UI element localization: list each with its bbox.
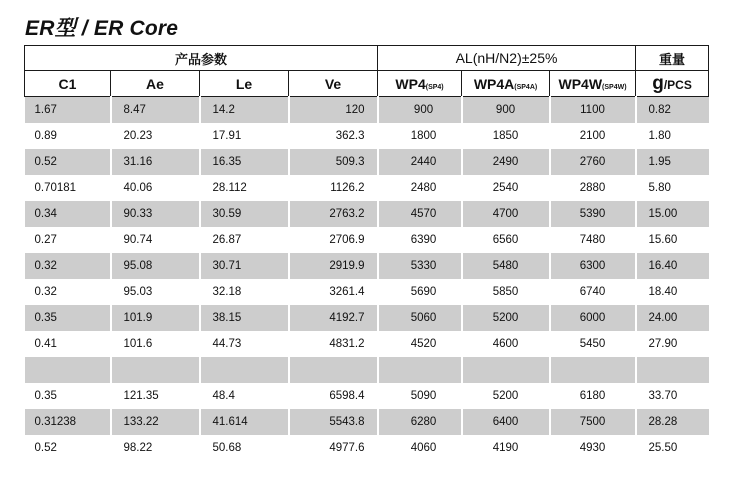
table-row bbox=[25, 123, 709, 149]
table-row bbox=[25, 409, 709, 435]
cell-wp4w: 7500 bbox=[550, 409, 636, 435]
table-row bbox=[25, 279, 709, 305]
cell-le: 44.73 bbox=[200, 331, 289, 357]
cell-weight: 33.70 bbox=[636, 383, 709, 409]
col-wp4a-sub: (SP4A) bbox=[514, 83, 538, 91]
table-row bbox=[25, 149, 709, 175]
table-row bbox=[25, 435, 709, 461]
cell-wp4a: 5480 bbox=[462, 253, 550, 279]
cell-le: 38.15 bbox=[200, 305, 289, 331]
cell-ve: 120 bbox=[289, 97, 378, 124]
cell-wp4w: 6000 bbox=[550, 305, 636, 331]
col-ae: Ae bbox=[111, 71, 200, 97]
cell-wp4: 4060 bbox=[378, 435, 462, 461]
col-weight-unit bbox=[636, 71, 709, 97]
cell-wp4w: 6180 bbox=[550, 383, 636, 409]
cell-weight: 24.00 bbox=[636, 305, 709, 331]
cell-wp4: 6390 bbox=[378, 227, 462, 253]
cell-wp4w: 1100 bbox=[550, 97, 636, 124]
cell-wp4w: 4930 bbox=[550, 435, 636, 461]
cell-wp4w: 7480 bbox=[550, 227, 636, 253]
cell-ve: 4977.6 bbox=[289, 435, 378, 461]
cell-wp4w: 2100 bbox=[550, 123, 636, 149]
cell-wp4: 2440 bbox=[378, 149, 462, 175]
cell-c1: 0.27 bbox=[25, 227, 111, 253]
cell-ve: 6598.4 bbox=[289, 383, 378, 409]
cell-ae: 31.16 bbox=[111, 149, 200, 175]
cell-le: 14.2 bbox=[200, 97, 289, 124]
cell-wp4: 4520 bbox=[378, 331, 462, 357]
cell-c1: 0.31238 bbox=[25, 409, 111, 435]
cell-ve: 2919.9 bbox=[289, 253, 378, 279]
cell-ae: 95.08 bbox=[111, 253, 200, 279]
cell-wp4a: 5850 bbox=[462, 279, 550, 305]
cell-ve: 4192.7 bbox=[289, 305, 378, 331]
table-body bbox=[25, 97, 709, 462]
cell-weight: 15.00 bbox=[636, 201, 709, 227]
col-wp4w bbox=[550, 71, 636, 97]
cell-c1: 0.35 bbox=[25, 383, 111, 409]
cell-le: 30.59 bbox=[200, 201, 289, 227]
cell-c1: 0.32 bbox=[25, 279, 111, 305]
cell-ae: 133.22 bbox=[111, 409, 200, 435]
header-weight: 重量 bbox=[636, 46, 709, 71]
cell-wp4a: 6560 bbox=[462, 227, 550, 253]
col-wp4-sub: (SP4) bbox=[425, 83, 444, 91]
col-wp4a bbox=[462, 71, 550, 97]
cell-wp4: 5690 bbox=[378, 279, 462, 305]
cell-wp4: 5330 bbox=[378, 253, 462, 279]
cell-weight: 27.90 bbox=[636, 331, 709, 357]
cell-wp4w: 5390 bbox=[550, 201, 636, 227]
col-c1: C1 bbox=[25, 71, 111, 97]
cell-weight: 25.50 bbox=[636, 435, 709, 461]
cell-wp4w: 6740 bbox=[550, 279, 636, 305]
cell-wp4a: 5200 bbox=[462, 383, 550, 409]
cell-wp4w: 2760 bbox=[550, 149, 636, 175]
table-row bbox=[25, 383, 709, 409]
header-al-group: AL(nH/N2)±25% bbox=[378, 46, 636, 71]
table-row bbox=[25, 253, 709, 279]
cell-wp4: 1800 bbox=[378, 123, 462, 149]
col-wp4 bbox=[378, 71, 462, 97]
cell-wp4: 4570 bbox=[378, 201, 462, 227]
cell-c1: 0.89 bbox=[25, 123, 111, 149]
col-weight-pcs: /PCS bbox=[663, 77, 692, 92]
cell-c1: 0.52 bbox=[25, 149, 111, 175]
cell-wp4: 5060 bbox=[378, 305, 462, 331]
cell-wp4w: 5450 bbox=[550, 331, 636, 357]
cell-wp4a: 4700 bbox=[462, 201, 550, 227]
cell-ve: 362.3 bbox=[289, 123, 378, 149]
table-row bbox=[25, 305, 709, 331]
cell-wp4a: 900 bbox=[462, 97, 550, 124]
page-title: ER型 / ER Core bbox=[25, 17, 179, 40]
header-column-row bbox=[25, 71, 709, 97]
cell-le: 16.35 bbox=[200, 149, 289, 175]
cell-le: 28.112 bbox=[200, 175, 289, 201]
cell-ae: 90.74 bbox=[111, 227, 200, 253]
cell-wp4a: 4600 bbox=[462, 331, 550, 357]
col-weight-g: g bbox=[652, 72, 664, 94]
cell-weight: 5.80 bbox=[636, 175, 709, 201]
table-row bbox=[25, 201, 709, 227]
cell-wp4a: 5200 bbox=[462, 305, 550, 331]
cell-ae: 101.6 bbox=[111, 331, 200, 357]
table-row bbox=[25, 331, 709, 357]
cell-c1: 1.67 bbox=[25, 97, 111, 124]
cell-weight bbox=[636, 357, 709, 383]
cell-wp4a: 2490 bbox=[462, 149, 550, 175]
table-row bbox=[25, 227, 709, 253]
col-wp4-label: WP4 bbox=[395, 75, 426, 92]
cell-ae: 95.03 bbox=[111, 279, 200, 305]
cell-ae bbox=[111, 357, 200, 383]
cell-ve: 3261.4 bbox=[289, 279, 378, 305]
cell-c1: 0.70181 bbox=[25, 175, 111, 201]
cell-wp4a: 2540 bbox=[462, 175, 550, 201]
cell-le bbox=[200, 357, 289, 383]
cell-ae: 90.33 bbox=[111, 201, 200, 227]
cell-wp4: 6280 bbox=[378, 409, 462, 435]
col-wp4w-sub: (SP4W) bbox=[602, 83, 627, 91]
header-product-params: 产品参数 bbox=[25, 46, 378, 71]
cell-ve: 2763.2 bbox=[289, 201, 378, 227]
cell-weight: 1.80 bbox=[636, 123, 709, 149]
cell-ve: 509.3 bbox=[289, 149, 378, 175]
cell-weight: 28.28 bbox=[636, 409, 709, 435]
col-wp4w-label: WP4W bbox=[558, 75, 603, 92]
cell-wp4a: 1850 bbox=[462, 123, 550, 149]
cell-le: 17.91 bbox=[200, 123, 289, 149]
table-row bbox=[25, 175, 709, 201]
cell-wp4a bbox=[462, 357, 550, 383]
cell-c1: 0.35 bbox=[25, 305, 111, 331]
cell-wp4w: 2880 bbox=[550, 175, 636, 201]
cell-weight: 18.40 bbox=[636, 279, 709, 305]
cell-le: 48.4 bbox=[200, 383, 289, 409]
cell-weight: 1.95 bbox=[636, 149, 709, 175]
cell-weight: 0.82 bbox=[636, 97, 709, 124]
cell-le: 26.87 bbox=[200, 227, 289, 253]
cell-c1: 0.32 bbox=[25, 253, 111, 279]
table-row bbox=[25, 357, 709, 383]
cell-c1: 0.41 bbox=[25, 331, 111, 357]
cell-wp4: 5090 bbox=[378, 383, 462, 409]
cell-ve: 2706.9 bbox=[289, 227, 378, 253]
cell-wp4: 900 bbox=[378, 97, 462, 124]
cell-ae: 121.35 bbox=[111, 383, 200, 409]
cell-ve: 1126.2 bbox=[289, 175, 378, 201]
cell-ve: 5543.8 bbox=[289, 409, 378, 435]
cell-ae: 101.9 bbox=[111, 305, 200, 331]
spec-table bbox=[24, 45, 709, 461]
cell-c1: 0.34 bbox=[25, 201, 111, 227]
cell-wp4 bbox=[378, 357, 462, 383]
cell-le: 50.68 bbox=[200, 435, 289, 461]
cell-c1 bbox=[25, 357, 111, 383]
cell-ve: 4831.2 bbox=[289, 331, 378, 357]
cell-weight: 16.40 bbox=[636, 253, 709, 279]
cell-ae: 20.23 bbox=[111, 123, 200, 149]
col-wp4a-label: WP4A bbox=[473, 75, 515, 92]
col-ve: Ve bbox=[289, 71, 378, 97]
cell-le: 41.614 bbox=[200, 409, 289, 435]
cell-wp4: 2480 bbox=[378, 175, 462, 201]
cell-le: 30.71 bbox=[200, 253, 289, 279]
table-row bbox=[25, 97, 709, 124]
cell-c1: 0.52 bbox=[25, 435, 111, 461]
header-group-row bbox=[25, 46, 709, 71]
cell-wp4a: 6400 bbox=[462, 409, 550, 435]
cell-ve bbox=[289, 357, 378, 383]
cell-wp4w bbox=[550, 357, 636, 383]
cell-weight: 15.60 bbox=[636, 227, 709, 253]
col-le: Le bbox=[200, 71, 289, 97]
cell-le: 32.18 bbox=[200, 279, 289, 305]
cell-ae: 98.22 bbox=[111, 435, 200, 461]
cell-ae: 8.47 bbox=[111, 97, 200, 124]
cell-wp4w: 6300 bbox=[550, 253, 636, 279]
cell-ae: 40.06 bbox=[111, 175, 200, 201]
cell-wp4a: 4190 bbox=[462, 435, 550, 461]
